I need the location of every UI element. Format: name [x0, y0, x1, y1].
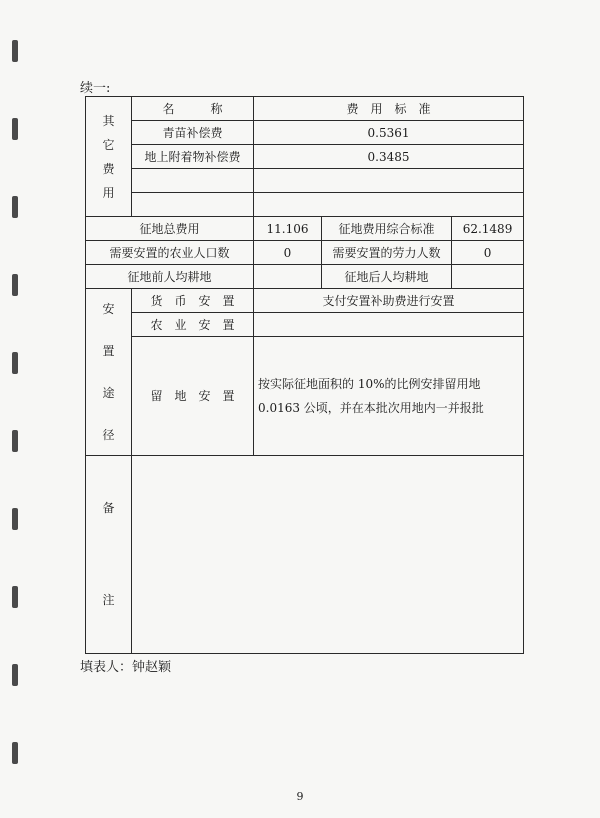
- resettlement-section-label: 安 置 途 径: [86, 289, 132, 455]
- land-after-value: [452, 265, 524, 289]
- binding-mark: [12, 118, 18, 140]
- remarks-section-label: 备 注: [86, 455, 132, 653]
- agricultural-resettlement-label: 农 业 安 置: [132, 313, 254, 337]
- resettle-labor-label: 需要安置的劳力人数: [322, 241, 452, 265]
- fee-value-empty: [254, 193, 524, 217]
- land-after-label: 征地后人均耕地: [322, 265, 452, 289]
- agricultural-resettlement-value: [254, 313, 524, 337]
- reserved-land-label: 留 地 安 置: [132, 337, 254, 455]
- binding-mark: [12, 40, 18, 62]
- resettle-population-value: 0: [254, 241, 322, 265]
- combined-standard-label: 征地费用综合标准: [322, 217, 452, 241]
- land-before-value: [254, 265, 322, 289]
- other-fees-section-label: 其 它 费 用: [86, 97, 132, 217]
- fee-name-attachments: 地上附着物补偿费: [132, 145, 254, 169]
- fee-value-seedling: 0.5361: [254, 121, 524, 145]
- reserved-land-value: 按实际征地面积的 10%的比例安排留用地 0.0163 公顷，并在本批次用地内一并报批: [254, 337, 524, 455]
- land-before-label: 征地前人均耕地: [86, 265, 254, 289]
- monetary-resettlement-label: 货 币 安 置: [132, 289, 254, 313]
- binding-mark: [12, 664, 18, 686]
- continuation-label: 续一:: [80, 81, 111, 96]
- binding-mark: [12, 196, 18, 218]
- binding-holes: [12, 18, 22, 818]
- combined-standard-value: 62.1489: [452, 217, 524, 241]
- binding-mark: [12, 508, 18, 530]
- fee-name-empty: [132, 193, 254, 217]
- binding-mark: [12, 274, 18, 296]
- binding-mark: [12, 742, 18, 764]
- fee-value-attachments: 0.3485: [254, 145, 524, 169]
- fee-value-empty: [254, 169, 524, 193]
- fee-name-empty: [132, 169, 254, 193]
- total-cost-value: 11.106: [254, 217, 322, 241]
- fee-name-seedling: 青苗补偿费: [132, 121, 254, 145]
- remarks-value: [132, 455, 524, 653]
- page-number: 9: [296, 790, 304, 803]
- resettle-population-label: 需要安置的农业人口数: [86, 241, 254, 265]
- total-cost-label: 征地总费用: [86, 217, 254, 241]
- binding-mark: [12, 352, 18, 374]
- resettle-labor-value: 0: [452, 241, 524, 265]
- header-name: 名 称: [132, 97, 254, 121]
- form-filler: 填表人：钟赵颖: [80, 660, 172, 675]
- header-standard: 费 用 标 准: [254, 97, 524, 121]
- land-acquisition-table: [85, 96, 524, 654]
- binding-mark: [12, 430, 18, 452]
- binding-mark: [12, 586, 18, 608]
- monetary-resettlement-value: 支付安置补助费进行安置: [254, 289, 524, 313]
